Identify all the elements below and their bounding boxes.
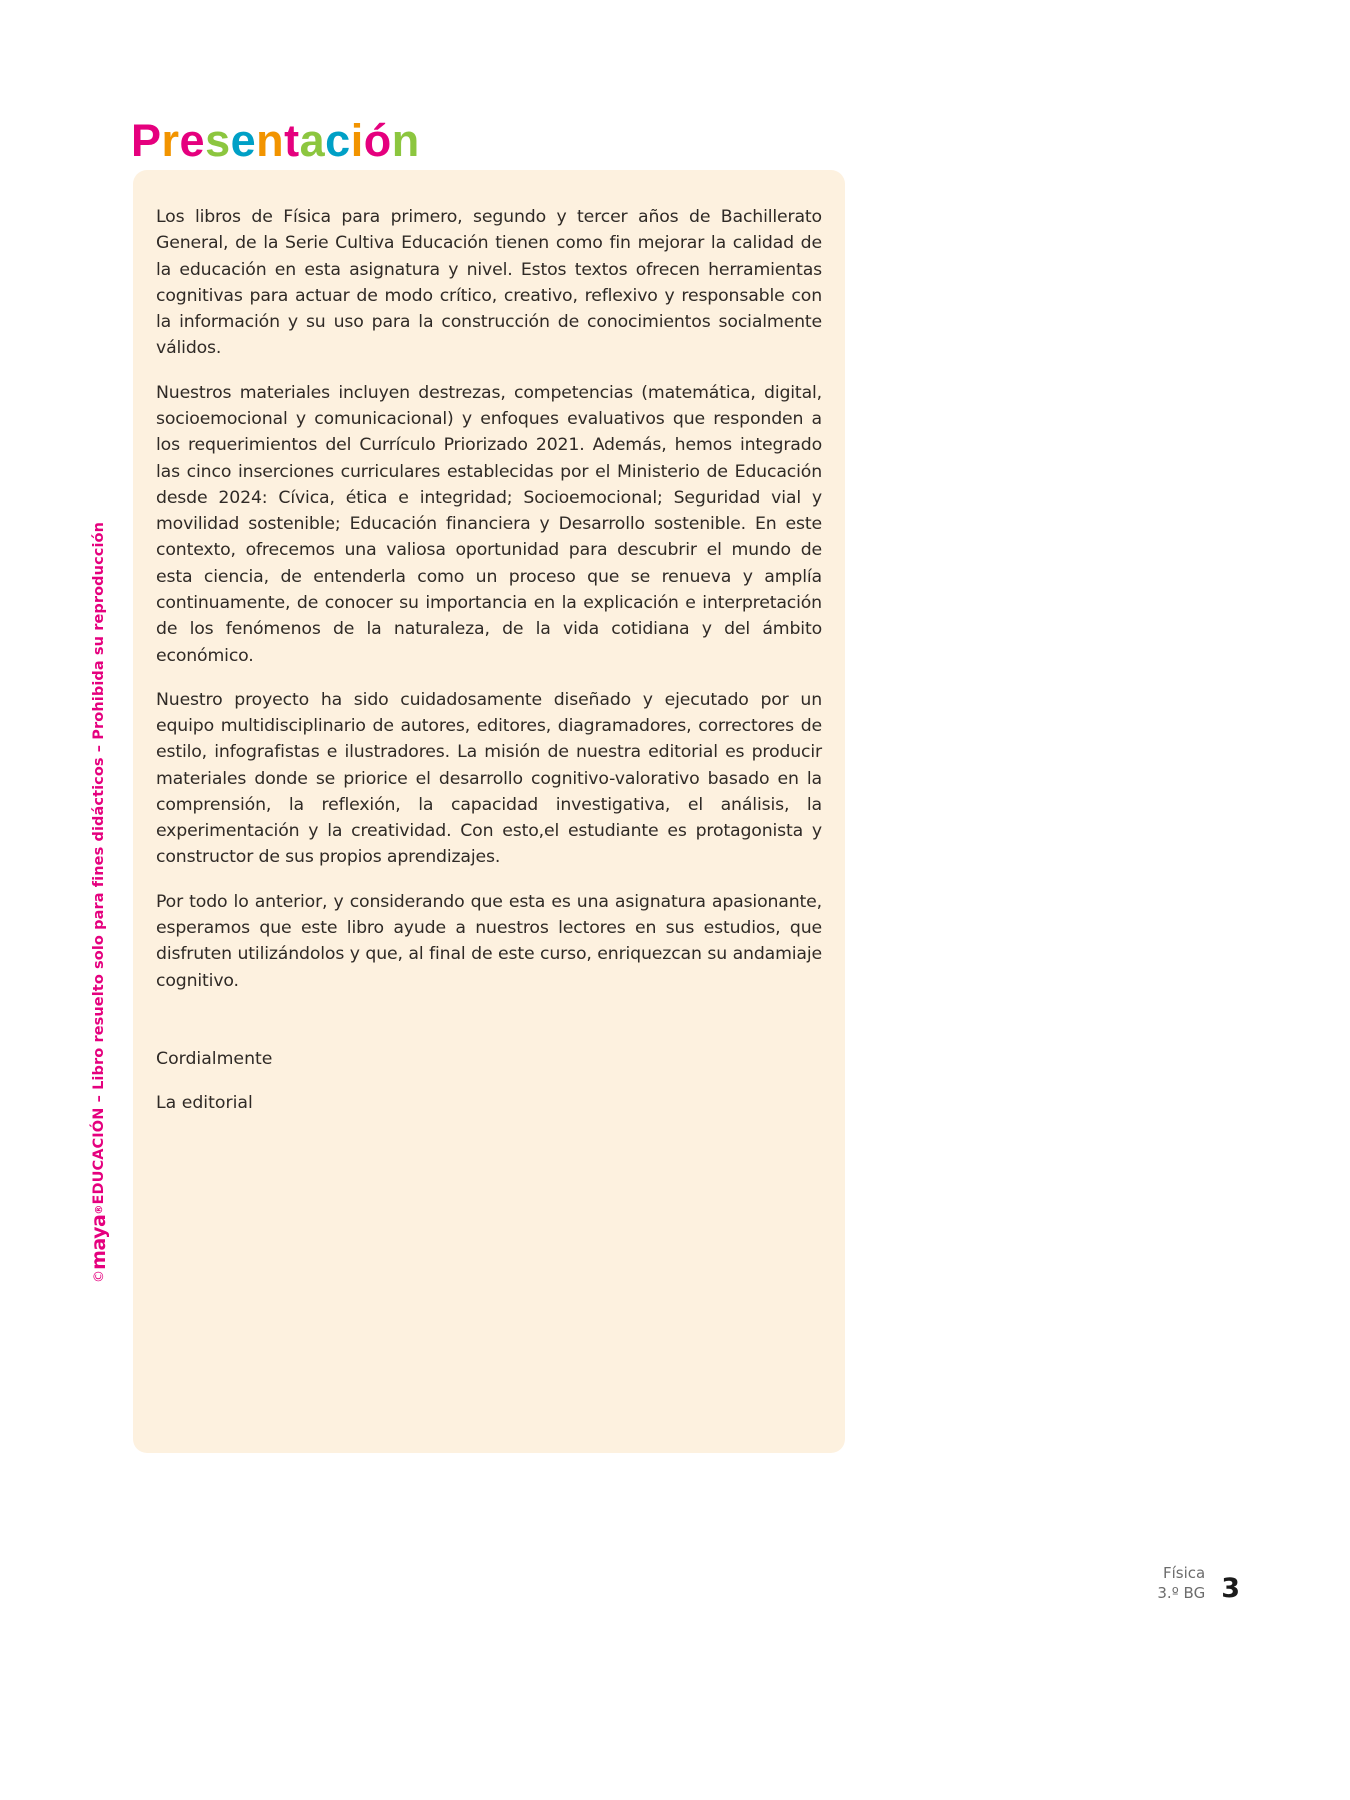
title-letter: i: [350, 115, 364, 167]
title-letter: ó: [363, 115, 392, 167]
registered-symbol: ®: [93, 1204, 105, 1215]
copyright-symbol: ©: [91, 1269, 107, 1283]
title-letter: e: [230, 115, 257, 167]
page-number: 3: [1221, 1573, 1240, 1604]
title-letter: s: [205, 115, 231, 167]
paragraph: Nuestro proyecto ha sido cuidadosamente diseñado y ejecutado por un equipo multidisciplinario de autores, editores, diagramadores, correctores de estilo, infografistas e ilustradores. La misión de nuestra editorial es producir materiales donde se priorice el desarrollo cognitivo-valorativo basado en la comprensión, la reflexión, la capacidad investigativa, el análisis, la experimentación y la creatividad. Con esto,el estudiante es protagonista y constructor de sus propios aprendizajes.: [156, 689, 822, 868]
paragraph: Los libros de Física para primero, segundo y tercer años de Bachillerato General, de la Serie Cultiva Educación tienen como fin mejorar la calidad de la educación en esta asignatura y nivel. Estos textos ofrecen herramientas cognitivas para actuar de modo crítico, creativo, reflexivo y responsable con la información y su uso para la construcción de conocimientos socialmente válidos.: [156, 207, 822, 359]
footer-book-info: [1157, 1564, 1205, 1604]
page-title: [131, 115, 420, 167]
title-letter: t: [284, 115, 300, 167]
brand-name: maya: [88, 1214, 110, 1270]
title-letter: a: [299, 115, 326, 167]
paragraph: Nuestros materiales incluyen destrezas, competencias (matemática, digital, socioemocional y comunicacional) y enfoques evaluativos que responden a los requerimientos del Currículo Priorizado 2021. Además, hemos integrado las cinco inserciones curriculares establecidas por el Ministerio de Educación desde 2024: Cívica, ética e integridad; Socioemocional; Seguridad vial y movilidad sostenible; Educación financiera y Desarrollo sostenible. En este contexto, ofrecemos una valiosa oportunidad para descubrir el mundo de esta ciencia, de entenderla como un proceso que se renueva y amplía continuamente, de conocer su importancia en la explicación e interpretación de los fenómenos de la naturaleza, de la vida cotidiana y del ámbito económico.: [156, 382, 822, 666]
presentation-text-panel: [133, 170, 845, 1453]
copyright-sidenote: [88, 0, 110, 1283]
sidenote-text: EDUCACIÓN – Libro resuelto solo para fines didácticos – Prohibida su reproducción: [91, 521, 107, 1205]
title-letter: c: [325, 115, 351, 167]
signoff-signer: La editorial: [156, 1093, 253, 1114]
page-footer: [1157, 1564, 1240, 1604]
paragraph: Por todo lo anterior, y considerando que esta es una asignatura apasionante, esperamos que este libro ayude a nuestros lectores en sus estudios, que disfruten utilizándolos y que, al final de este curso, enriquezcan su andamiaje cognitivo.: [156, 891, 822, 991]
title-letter: P: [131, 115, 162, 167]
title-letter: r: [161, 115, 180, 167]
title-letter: n: [391, 115, 420, 167]
title-letter: e: [179, 115, 206, 167]
footer-subject: Física: [1162, 1564, 1206, 1583]
footer-grade: 3.º BG: [1157, 1584, 1206, 1603]
title-letter: n: [256, 115, 285, 167]
signoff-closing: Cordialmente: [156, 1048, 273, 1069]
signoff-block: [156, 1046, 822, 1117]
